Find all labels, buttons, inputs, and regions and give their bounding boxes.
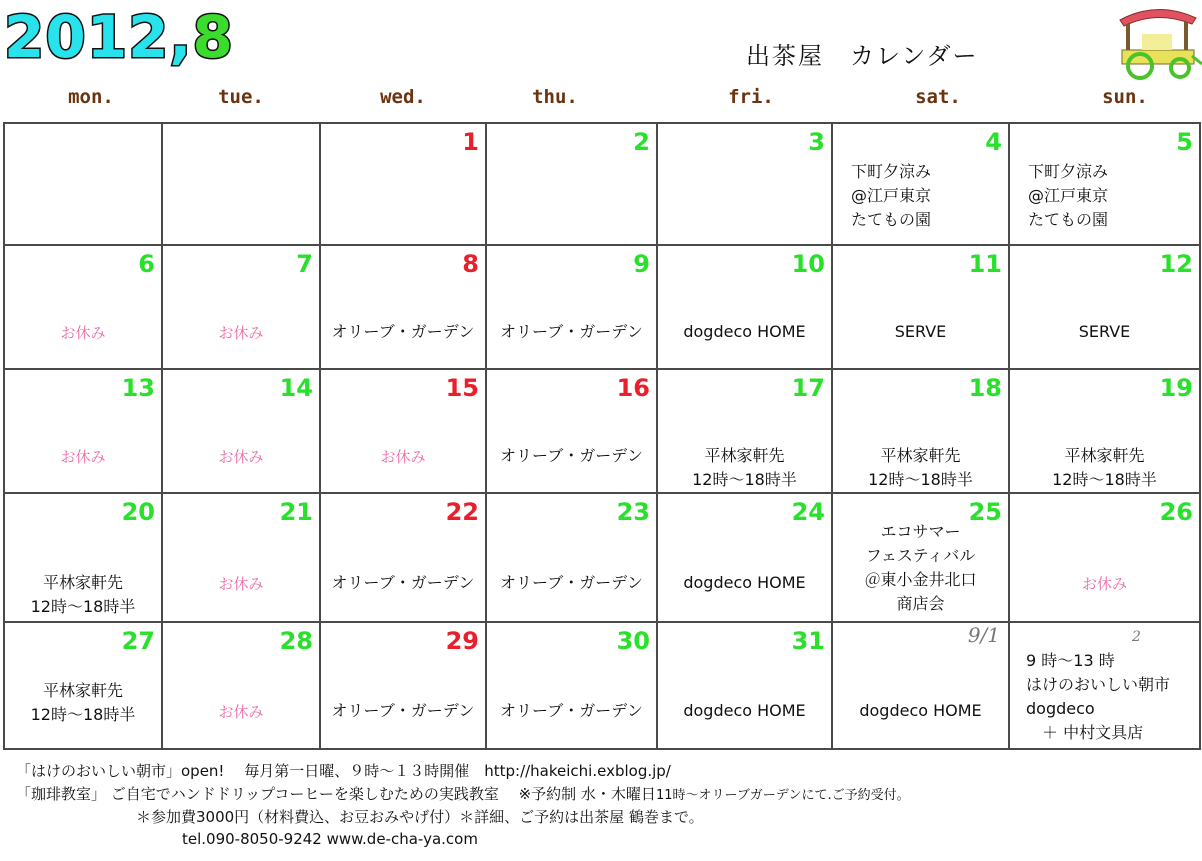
day-number: 26 bbox=[1159, 498, 1193, 526]
day-cell bbox=[161, 122, 321, 246]
day-cell bbox=[319, 492, 487, 623]
day-number: 17 bbox=[791, 374, 825, 402]
year-text: 2012, bbox=[4, 3, 193, 71]
weekday-fri: fri. bbox=[728, 86, 774, 108]
weekday-wed: wed. bbox=[380, 86, 426, 108]
day-cell bbox=[3, 244, 163, 370]
closed-label: お休み bbox=[60, 324, 106, 342]
day-number: 14 bbox=[279, 374, 313, 402]
day-number: 2 bbox=[633, 128, 650, 156]
event-text: オリーブ・ガーデン bbox=[500, 572, 643, 592]
event-text: dogdeco HOME bbox=[683, 322, 806, 341]
day-cell bbox=[3, 122, 163, 246]
day-number: 24 bbox=[791, 498, 825, 526]
day-number: 3 bbox=[808, 128, 825, 156]
month-text: 8 bbox=[192, 3, 234, 71]
day-cell bbox=[831, 621, 1010, 750]
weekday-mon: mon. bbox=[68, 86, 114, 108]
day-cell bbox=[485, 122, 658, 246]
day-number: 13 bbox=[121, 374, 155, 402]
event-text: 平林家軒先 12時〜18時半 bbox=[30, 572, 136, 616]
weekday-sat: sat. bbox=[915, 86, 961, 108]
footer-line-coffee-small: 11時〜オリーブガーデンにて.ご予約受付。 bbox=[655, 787, 910, 803]
weekday-sun: sun. bbox=[1102, 86, 1148, 108]
day-cell bbox=[319, 122, 487, 246]
day-cell bbox=[1008, 368, 1201, 494]
day-cell bbox=[656, 122, 833, 246]
calendar-title: 出茶屋 カレンダー bbox=[746, 42, 979, 70]
footer-line-coffee-main: 「珈琲教室」 ご自宅でハンドドリップコーヒーを楽しむための実践教室 ※予約制 水・木曜日 bbox=[16, 784, 656, 803]
day-cell bbox=[3, 368, 163, 494]
footer-line-coffee-class bbox=[16, 783, 910, 806]
closed-label: お休み bbox=[218, 574, 264, 593]
day-number: 1 bbox=[462, 128, 479, 156]
day-cell bbox=[161, 621, 321, 750]
event-text: 平林家軒先 12時〜18時半 bbox=[30, 680, 136, 724]
day-number: 15 bbox=[445, 374, 479, 402]
footer-line-fee: ＊参加費3000円（材料費込、お豆おみやげ付）＊詳細、ご予約は出茶屋 鶴巻まで。 bbox=[136, 807, 704, 826]
day-cell bbox=[3, 621, 163, 750]
day-number: 22 bbox=[445, 498, 479, 526]
day-cell bbox=[485, 492, 658, 623]
day-number: 16 bbox=[616, 374, 650, 402]
day-number: 25 bbox=[968, 498, 1002, 526]
day-cell bbox=[831, 368, 1010, 494]
footer-notes bbox=[16, 760, 910, 851]
day-cell bbox=[485, 244, 658, 370]
day-cell bbox=[1008, 621, 1201, 750]
day-number: 29 bbox=[445, 627, 479, 655]
day-number: 6 bbox=[138, 250, 155, 278]
day-cell bbox=[656, 492, 833, 623]
day-number: 20 bbox=[121, 498, 155, 526]
event-text: SERVE bbox=[1078, 322, 1131, 341]
closed-label: お休み bbox=[60, 448, 106, 466]
day-number: 12 bbox=[1159, 250, 1193, 278]
event-text: 下町夕涼み @江戸東京 たてもの園 bbox=[1028, 162, 1109, 229]
event-text: オリーブ・ガーデン bbox=[500, 700, 643, 720]
day-number: 30 bbox=[616, 627, 650, 655]
day-number: 10 bbox=[791, 250, 825, 278]
event-text: オリーブ・ガーデン bbox=[331, 322, 475, 341]
day-cell bbox=[1008, 492, 1201, 623]
tea-cart-icon bbox=[1112, 2, 1202, 84]
event-text: オリーブ・ガーデン bbox=[500, 446, 643, 465]
day-number: 8 bbox=[462, 250, 479, 278]
day-cell bbox=[831, 122, 1010, 246]
day-cell bbox=[319, 244, 487, 370]
year-month-heading bbox=[4, 3, 234, 71]
event-text: dogdeco HOME bbox=[683, 572, 806, 592]
day-cell bbox=[319, 621, 487, 750]
day-number: 4 bbox=[985, 128, 1002, 156]
event-text: オリーブ・ガーデン bbox=[500, 322, 643, 341]
event-text: 平林家軒先 12時〜18時半 bbox=[692, 446, 797, 489]
closed-label: お休み bbox=[1081, 574, 1127, 593]
weekday-thu: thu. bbox=[532, 86, 578, 108]
day-cell bbox=[656, 244, 833, 370]
day-number: 27 bbox=[121, 627, 155, 655]
day-cell bbox=[831, 492, 1010, 623]
day-number: 21 bbox=[279, 498, 313, 526]
day-number: 19 bbox=[1159, 374, 1193, 402]
closed-label: お休み bbox=[380, 448, 426, 466]
event-text: エコサマー フェスティバル ＠東小金井北口 商店会 bbox=[864, 522, 977, 613]
event-text: 9 時〜13 時 はけのおいしい朝市 dogdeco ＋ 中村文具店 bbox=[1026, 651, 1171, 742]
next-month-day-note: 2 bbox=[1132, 629, 1141, 645]
day-number: 5 bbox=[1176, 128, 1193, 156]
day-number: 9 bbox=[633, 250, 650, 278]
calendar-grid bbox=[3, 122, 1199, 748]
day-number: 31 bbox=[791, 627, 825, 655]
weekday-tue: tue. bbox=[218, 86, 264, 108]
event-text: 下町夕涼み @江戸東京 たてもの園 bbox=[851, 162, 932, 229]
event-text: dogdeco HOME bbox=[859, 700, 982, 720]
closed-label: お休み bbox=[218, 448, 264, 466]
day-number: 7 bbox=[296, 250, 313, 278]
day-cell bbox=[3, 492, 163, 623]
day-cell bbox=[1008, 122, 1201, 246]
event-text: オリーブ・ガーデン bbox=[331, 700, 475, 720]
event-text: SERVE bbox=[894, 322, 947, 341]
day-cell bbox=[161, 244, 321, 370]
day-number: 18 bbox=[968, 374, 1002, 402]
event-text: 平林家軒先 12時〜18時半 bbox=[868, 446, 973, 489]
day-number: 23 bbox=[616, 498, 650, 526]
day-cell bbox=[161, 492, 321, 623]
day-cell bbox=[485, 621, 658, 750]
footer-line-contact: tel.090-8050-9242 www.de-cha-ya.com bbox=[182, 830, 478, 849]
day-cell bbox=[656, 621, 833, 750]
day-cell bbox=[1008, 244, 1201, 370]
day-cell bbox=[485, 368, 658, 494]
day-cell bbox=[319, 368, 487, 494]
next-month-note: 9/1 bbox=[967, 623, 1000, 647]
weekday-header bbox=[3, 86, 1199, 120]
day-number: 11 bbox=[968, 250, 1002, 278]
day-number: 28 bbox=[279, 627, 313, 655]
event-text: 平林家軒先 12時〜18時半 bbox=[1052, 446, 1157, 489]
closed-label: お休み bbox=[218, 324, 264, 342]
closed-label: お休み bbox=[218, 702, 264, 721]
event-text: dogdeco HOME bbox=[683, 700, 806, 720]
day-cell bbox=[656, 368, 833, 494]
footer-line-asaichi: 「はけのおいしい朝市」open! 毎月第一日曜、９時〜１３時開催 http://hakeichi.exblog.jp/ bbox=[16, 762, 671, 780]
day-cell bbox=[161, 368, 321, 494]
event-text: オリーブ・ガーデン bbox=[331, 572, 475, 592]
day-cell bbox=[831, 244, 1010, 370]
